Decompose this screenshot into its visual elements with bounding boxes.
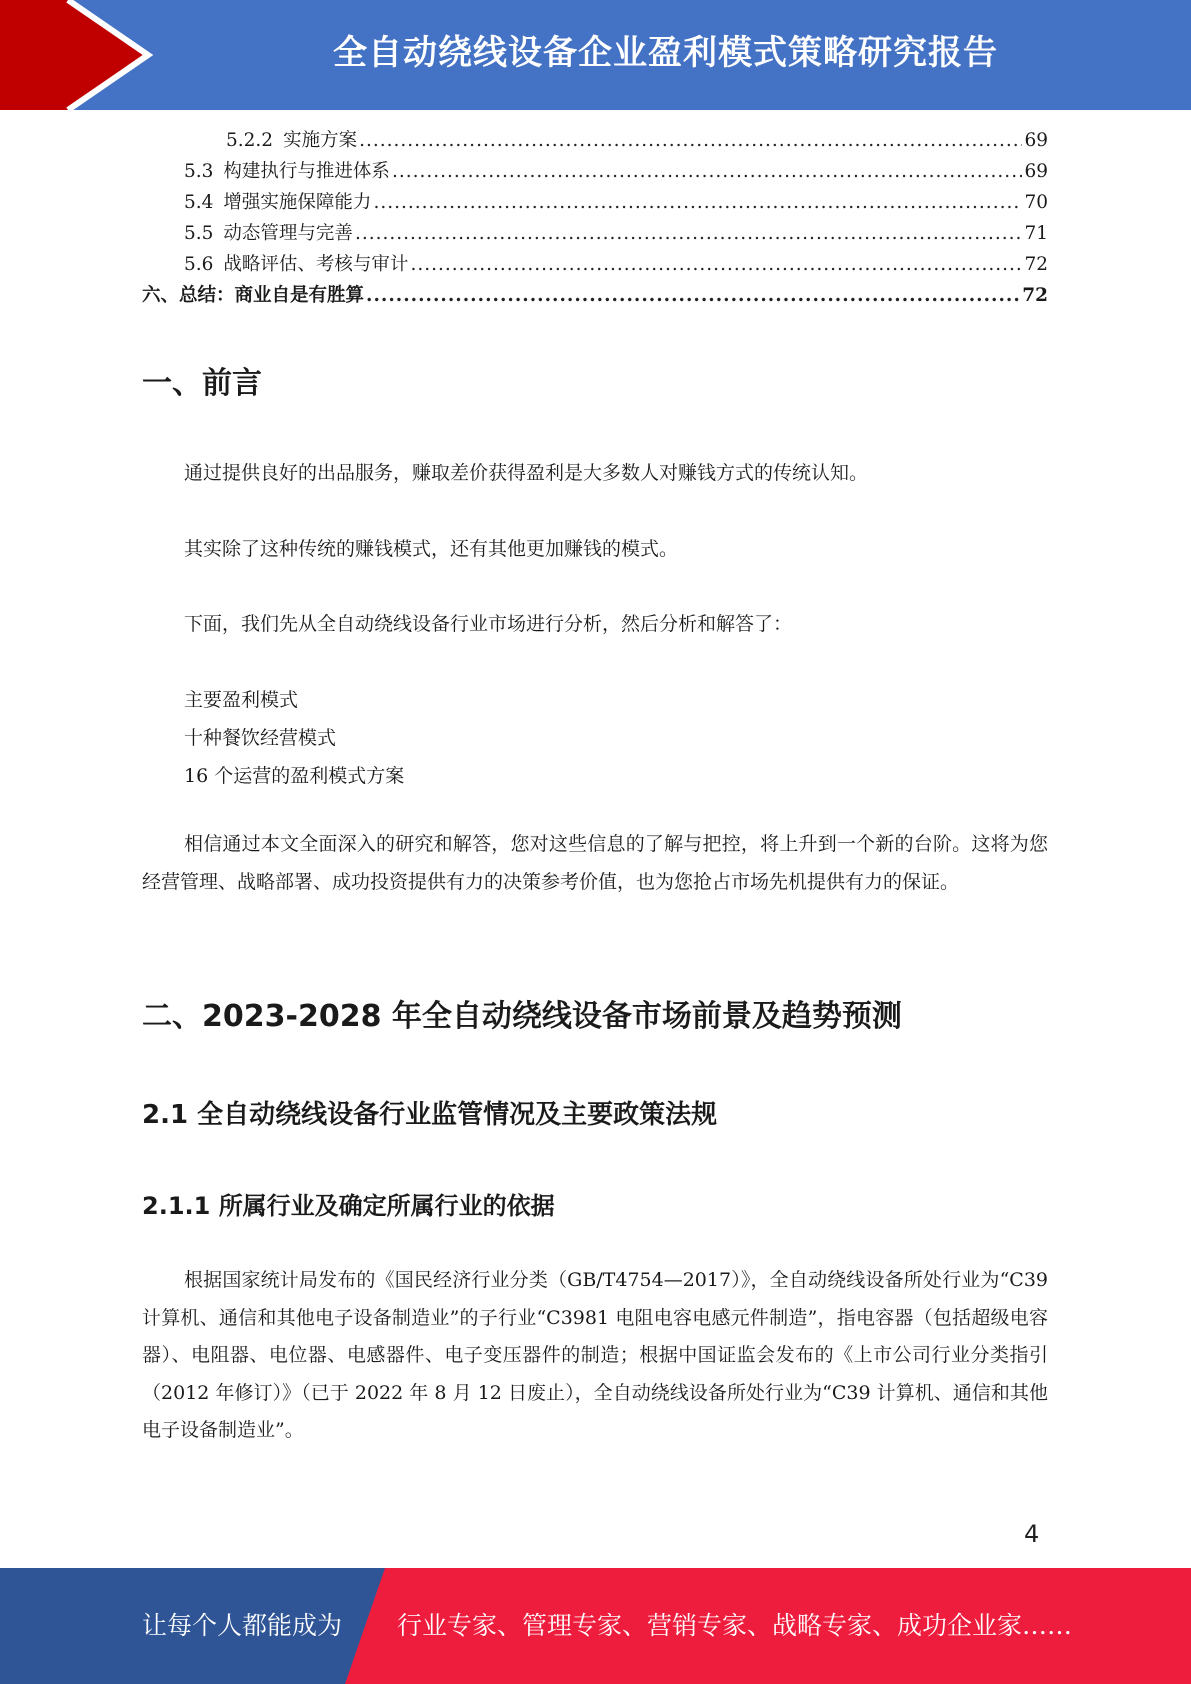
toc-entry[interactable]: 六、总结：商业自是有胜算 ..... 72 <box>142 281 1048 312</box>
section-heading-forecast: 二、2023-2028 年全自动绕线设备市场前景及趋势预测 <box>142 999 902 1034</box>
table-of-contents <box>142 126 1048 312</box>
toc-leader-dots <box>355 223 1023 244</box>
list-item: 主要盈利模式 <box>184 689 299 711</box>
toc-entry[interactable]: 5.3 构建执行与推进体系 ..... 69 <box>142 157 1048 188</box>
toc-leader-dots <box>373 192 1022 213</box>
toc-leader-dots <box>410 254 1022 275</box>
list-item: 十种餐饮经营模式 <box>184 727 337 749</box>
toc-entry[interactable]: 5.2.2 实施方案 ..... 69 <box>142 126 1048 157</box>
toc-entry[interactable]: 5.4 增强实施保障能力 ..... 70 <box>142 188 1048 219</box>
footer-slogan-left: 让每个人都能成为 <box>142 1611 343 1640</box>
subsection-heading: 2.1 全自动绕线设备行业监管情况及主要政策法规 <box>142 1100 718 1130</box>
toc-entry[interactable]: 5.5 动态管理与完善 ..... 71 <box>142 219 1048 250</box>
toc-leader-dots <box>366 285 1020 306</box>
toc-leader-dots <box>359 130 1022 151</box>
page-header <box>0 0 1191 110</box>
toc-leader-dots <box>392 161 1023 182</box>
paragraph: 通过提供良好的出品服务，赚取差价获得盈利是大多数人对赚钱方式的传统认知。 <box>184 462 869 484</box>
paragraph: 下面，我们先从全自动绕线设备行业市场进行分析，然后分析和解答了： <box>184 613 793 635</box>
footer-slogan-right: 行业专家、管理专家、营销专家、战略专家、成功企业家…… <box>397 1611 1073 1640</box>
page-content <box>142 126 1048 1441</box>
report-title: 全自动绕线设备企业盈利模式策略研究报告 <box>333 33 998 73</box>
section-heading-preface: 一、前言 <box>142 366 262 401</box>
page-footer <box>0 1568 1191 1684</box>
page-number: 4 <box>1024 1520 1040 1548</box>
subsubsection-heading: 2.1.1 所属行业及确定所属行业的依据 <box>142 1192 555 1220</box>
list-item: 16 个运营的盈利模式方案 <box>184 765 405 787</box>
toc-entry[interactable]: 5.6 战略评估、考核与审计 ..... 72 <box>142 250 1048 281</box>
paragraph: 根据国家统计局发布的《国民经济行业分类（GB/T4754—2017）》，全自动绕线设备所处行业为“C39 计算机、通信和其他电子设备制造业”的子行业“C3981 电阻电容电感元件制造”，指电容器（包括超级电容器）、电阻器、电位器、电感器件、电子变压器件的制造；根据中国证监会发布的《上市公司行业分类指引（2012 年修订）》（已于 2022 年 8 月 12 日废止），全自动绕线设备所处行业为“C39 计算机、通信和其他电子设备制造业”。 <box>142 1269 1048 1441</box>
paragraph: 其实除了这种传统的赚钱模式，还有其他更加赚钱的模式。 <box>184 538 679 560</box>
paragraph: 相信通过本文全面深入的研究和解答，您对这些信息的了解与把控，将上升到一个新的台阶。这将为您经营管理、战略部署、成功投资提供有力的决策参考价值，也为您抢占市场先机提供有力的保证。 <box>142 833 1048 893</box>
